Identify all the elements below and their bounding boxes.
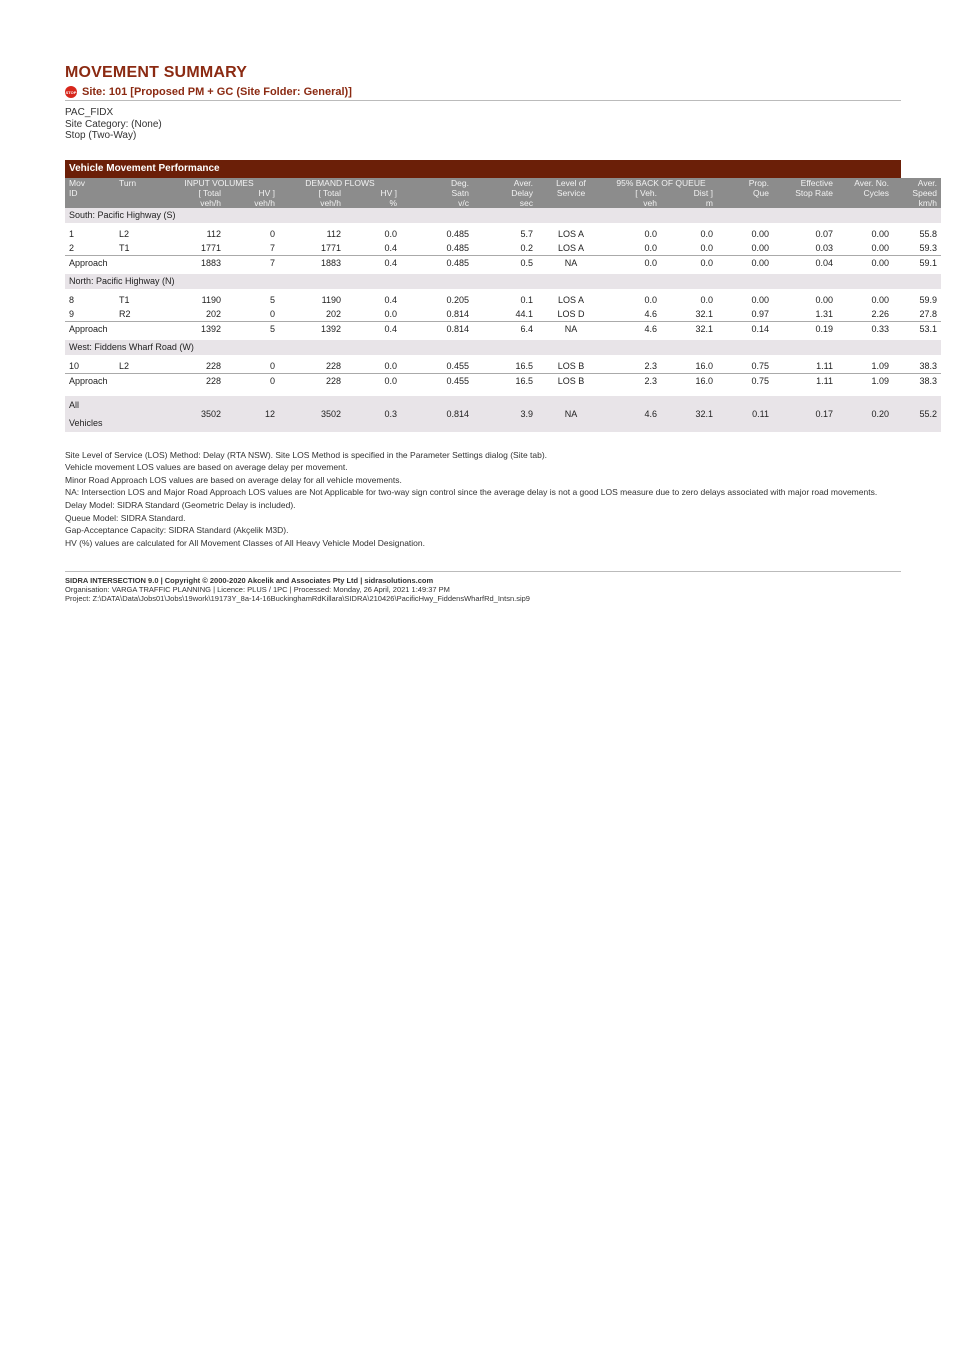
table-cell: 16.0 (661, 373, 717, 388)
header-cell (537, 198, 605, 208)
table-cell: 16.5 (515, 360, 534, 371)
table-cell: 228 (325, 360, 341, 371)
approach-row (65, 321, 941, 336)
table-cell: 32.1 (661, 321, 717, 336)
table-cell: 0.0 (700, 294, 714, 305)
header-cell (115, 188, 159, 198)
col-effective: Effective (773, 178, 837, 188)
table-cell: 59.3 (919, 242, 938, 253)
group-name: South: Pacific Highway (S) (65, 208, 941, 223)
table-cell: 0 (225, 373, 279, 388)
table-cell: LOS A (558, 228, 585, 239)
table-cell: 0.814 (401, 396, 473, 432)
header-cell (65, 198, 115, 208)
movement-row (65, 307, 941, 322)
table-cell: 0.0 (644, 242, 658, 253)
table-cell: 2.3 (644, 360, 658, 371)
table-cell: 10 (69, 360, 80, 371)
table-cell: 0.0 (700, 242, 714, 253)
table-cell: R2 (119, 308, 131, 319)
col-input-volumes: INPUT VOLUMES (159, 178, 279, 188)
table-cell: 27.8 (919, 308, 938, 319)
table-cell (115, 396, 159, 432)
table-cell: 228 (159, 373, 225, 388)
header-cell: veh/h (159, 198, 225, 208)
header-cell: km/h (893, 198, 941, 208)
header-cell: Satn (401, 188, 473, 198)
table-cell: 3.9 (473, 396, 537, 432)
table-cell: 1883 (279, 255, 345, 270)
table-title: Vehicle Movement Performance (65, 160, 901, 178)
table-cell: 0.03 (815, 242, 834, 253)
table-cell: 0.4 (345, 321, 401, 336)
table-cell: 0.07 (815, 228, 834, 239)
table-cell: 0.33 (837, 321, 893, 336)
note: Queue Model: SIDRA Standard. (65, 512, 186, 523)
table-cell: T1 (119, 294, 130, 305)
table-cell: 0.0 (345, 373, 401, 388)
table-cell: 0.485 (401, 255, 473, 270)
header-cell: HV ] (345, 188, 401, 198)
table-cell: 5 (269, 294, 275, 305)
header-cell: [ Total (159, 188, 225, 198)
table-cell: 8 (69, 294, 75, 305)
header-cell: Que (717, 188, 773, 198)
table-cell: 59.1 (893, 255, 941, 270)
table-cell: 0.5 (473, 255, 537, 270)
table-cell: 0.4 (384, 242, 398, 253)
table-cell: All Vehicles (65, 396, 115, 432)
header-cell: m (661, 198, 717, 208)
table-cell: 0.00 (751, 294, 770, 305)
table-cell: 1771 (320, 242, 341, 253)
note: Site Level of Service (LOS) Method: Delay (RTA NSW). Site LOS Method is specified in the Parameter Settings dialog (Site tab). (65, 449, 548, 460)
table-cell: 0.14 (717, 321, 773, 336)
table-cell: 1190 (201, 294, 221, 305)
table-cell: 0.75 (717, 373, 773, 388)
table-cell: 0.0 (700, 228, 714, 239)
header-cell: veh (605, 198, 661, 208)
header-cell: % (345, 198, 401, 208)
table-cell: 0.455 (446, 360, 470, 371)
table-cell: 0.4 (384, 294, 398, 305)
table-cell: 1.09 (871, 360, 890, 371)
approach-group-header (65, 340, 941, 355)
table-cell: 1 (69, 228, 75, 239)
col-aver-speed: Aver. (893, 178, 941, 188)
header-cell: [ Veh. (605, 188, 661, 198)
header-cell (837, 198, 893, 208)
table-cell: 0.3 (345, 396, 401, 432)
table-cell: 1392 (159, 321, 225, 336)
table-cell: LOS D (557, 308, 585, 319)
table-cell: 0.4 (345, 255, 401, 270)
note: Gap-Acceptance Capacity: SIDRA Standard (Akçelik M3D). (65, 525, 289, 535)
table-cell: 0.2 (520, 242, 534, 253)
note: HV (%) values are calculated for All Movement Classes of All Heavy Vehicle Model Designation. (65, 537, 426, 548)
table-cell: 1883 (159, 255, 225, 270)
table-cell: 1.31 (815, 308, 834, 319)
table-cell: 2.26 (871, 308, 890, 319)
approach-row (65, 373, 941, 388)
table-cell: 4.6 (605, 321, 661, 336)
table-cell: 0.00 (815, 294, 834, 305)
table-cell (115, 255, 159, 270)
table-body (65, 208, 941, 432)
table-cell: 12 (225, 396, 279, 432)
approach-group-header (65, 274, 941, 289)
table-cell (115, 373, 159, 388)
table-cell: 0.97 (751, 308, 770, 319)
table-cell: 2.3 (605, 373, 661, 388)
performance-table (65, 178, 941, 432)
table-cell: 5.7 (520, 228, 534, 239)
col-aver: Aver. (473, 178, 537, 188)
header-cell: Service (537, 188, 605, 198)
footer-project: Project: Z:\DATA\Data\Jobs01\Jobs\19work\19173Y_8a-14-16BuckinghamRdKillara\SIDRA\210426\PacificHwy_FiddensWharfRd_Intsn.sip9 (65, 594, 530, 603)
table-cell: 0.00 (717, 255, 773, 270)
footer-organisation: Organisation: VARGA TRAFFIC PLANNING | Licence: PLUS / 1PC | Processed: Monday, 26 April, 2021 1:49:37 PM (65, 585, 450, 594)
table-cell: 0.11 (717, 396, 773, 432)
col-back-of-queue: 95% BACK OF QUEUE (605, 178, 717, 188)
table-cell: 0 (269, 228, 275, 239)
table-cell: L2 (119, 228, 130, 239)
movement-summary-page (65, 64, 938, 603)
table-cell: 9 (69, 308, 75, 319)
col-aver-no: Aver. No. (837, 178, 893, 188)
table-cell: 202 (205, 308, 221, 319)
all-vehicles-row (65, 396, 941, 432)
table-cell: 32.1 (661, 396, 717, 432)
header-cell: Stop Rate (773, 188, 837, 198)
table-cell: LOS A (558, 294, 585, 305)
table-cell: 0.485 (446, 242, 470, 253)
header-cell: ID (65, 188, 115, 198)
header-cell: Dist ] (661, 188, 717, 198)
table-cell: 1.11 (773, 373, 837, 388)
site-meta (65, 107, 901, 142)
table-cell: 112 (206, 228, 221, 239)
table-cell: 0.0 (605, 255, 661, 270)
table-cell: 1.11 (816, 360, 834, 371)
table-cell: L2 (119, 360, 130, 371)
col-demand-flows: DEMAND FLOWS (279, 178, 401, 188)
table-cell: 53.1 (893, 321, 941, 336)
table-cell: 112 (326, 228, 341, 239)
header-cell: veh/h (279, 198, 345, 208)
table-cell: 0.0 (384, 228, 398, 239)
table-cell: 2 (69, 242, 75, 253)
table-cell: 228 (205, 360, 221, 371)
table-cell: 1771 (200, 242, 221, 253)
table-cell: 3502 (159, 396, 225, 432)
header-cell: v/c (401, 198, 473, 208)
header-cell: Speed (893, 188, 941, 198)
table-cell: 0.04 (773, 255, 837, 270)
table-cell: 0.00 (751, 242, 770, 253)
table-cell: 4.6 (644, 308, 658, 319)
table-cell: 6.4 (473, 321, 537, 336)
table-cell: NA (537, 255, 605, 270)
header-row-1 (65, 178, 941, 188)
table-cell: 38.3 (893, 373, 941, 388)
table-cell: 16.5 (473, 373, 537, 388)
header-cell (717, 198, 773, 208)
header-row-3 (65, 198, 941, 208)
table-cell: 0.0 (384, 308, 398, 319)
table-cell: 0.0 (661, 255, 717, 270)
note: NA: Intersection LOS and Major Road Approach LOS values are Not Applicable for two-way sign control since the average delay is not a good LOS measure due to zero delays associated with major road movements. (65, 487, 878, 497)
col-prop: Prop. (717, 178, 773, 188)
header-cell: sec (473, 198, 537, 208)
approach-group-header (65, 208, 941, 223)
table-cell: 7 (225, 255, 279, 270)
header-cell (773, 198, 837, 208)
table-cell: 32.1 (695, 308, 714, 319)
header-cell: Cycles (837, 188, 893, 198)
movement-row (65, 293, 941, 307)
control-type: Stop (Two-Way) (65, 130, 137, 141)
header-cell (115, 198, 159, 208)
table-cell: Approach (65, 373, 115, 388)
table-cell: 38.3 (919, 360, 938, 371)
site-category: Site Category: (None) (65, 118, 162, 130)
table-cell: 1190 (321, 294, 341, 305)
table-cell: 0.0 (384, 360, 398, 371)
table-cell: LOS A (558, 242, 585, 253)
table-cell: 0.20 (837, 396, 893, 432)
table-cell: 0.814 (446, 308, 470, 319)
table-cell: 4.6 (605, 396, 661, 432)
footer (65, 571, 901, 603)
table-cell: NA (537, 321, 605, 336)
table-cell: 7 (269, 242, 275, 253)
table-cell: 0.00 (871, 228, 890, 239)
table-cell: 0.19 (773, 321, 837, 336)
header-cell: HV ] (225, 188, 279, 198)
header-cell: [ Total (279, 188, 345, 198)
table-cell: T1 (119, 242, 130, 253)
table-cell: 0.00 (871, 294, 890, 305)
table-cell: 1392 (279, 321, 345, 336)
table-cell: 1.09 (837, 373, 893, 388)
note: Delay Model: SIDRA Standard (Geometric Delay is included). (65, 500, 296, 510)
table-cell: 3502 (279, 396, 345, 432)
table-cell: 0.814 (401, 321, 473, 336)
header-cell: veh/h (225, 198, 279, 208)
table-cell: 0.00 (751, 228, 770, 239)
header-row-2 (65, 188, 941, 198)
table-cell: 55.8 (919, 228, 938, 239)
table-cell: LOS B (537, 373, 605, 388)
table-cell: 0.485 (446, 228, 470, 239)
table-cell: 0 (269, 308, 275, 319)
table-cell: 0.00 (871, 242, 890, 253)
movement-row (65, 227, 941, 241)
notes (65, 449, 901, 550)
table-cell: 59.9 (919, 294, 938, 305)
table-cell: 44.1 (515, 308, 534, 319)
table-cell: 202 (325, 308, 341, 319)
table-cell: NA (537, 396, 605, 432)
note: Vehicle movement LOS values are based on average delay per movement. (65, 462, 348, 472)
movement-row (65, 359, 941, 374)
site-title: Site: 101 [Proposed PM + GC (Site Folder: General)] (82, 86, 352, 98)
site-code: PAC_FIDX (65, 107, 114, 118)
group-name: North: Pacific Highway (N) (65, 274, 941, 289)
note: Minor Road Approach LOS values are based on average delay for all vehicle movements. (65, 474, 402, 485)
col-turn: Turn (115, 178, 159, 188)
group-name: West: Fiddens Wharf Road (W) (65, 340, 941, 355)
stop-sign-icon: STOP (65, 86, 77, 98)
table-cell (115, 321, 159, 336)
header-cell: Delay (473, 188, 537, 198)
table-cell: LOS B (557, 360, 585, 371)
table-cell: 0.455 (401, 373, 473, 388)
table-cell: 16.0 (695, 360, 714, 371)
movement-row (65, 241, 941, 256)
vehicle-movement-performance (65, 160, 938, 432)
table-cell: 0.0 (644, 294, 658, 305)
approach-row (65, 255, 941, 270)
col-mov: Mov (65, 178, 115, 188)
table-cell: 0.0 (644, 228, 658, 239)
table-cell: Approach (65, 255, 115, 270)
table-cell: 0.75 (751, 360, 770, 371)
col-deg: Deg. (401, 178, 473, 188)
table-cell: 228 (279, 373, 345, 388)
table-cell: Approach (65, 321, 115, 336)
footer-copyright: SIDRA INTERSECTION 9.0 | Copyright © 2000-2020 Akcelik and Associates Pty Ltd | sidrasolutions.com (65, 576, 434, 585)
table-cell: 55.2 (893, 396, 941, 432)
table-cell: 0.17 (773, 396, 837, 432)
col-level: Level of (537, 178, 605, 188)
table-cell: 0.1 (520, 294, 534, 305)
page-title: MOVEMENT SUMMARY (65, 64, 248, 81)
site-heading (65, 86, 901, 101)
table-cell: 0.00 (837, 255, 893, 270)
table-cell: 0.205 (446, 294, 470, 305)
table-cell: 5 (225, 321, 279, 336)
table-cell: 0 (269, 360, 275, 371)
